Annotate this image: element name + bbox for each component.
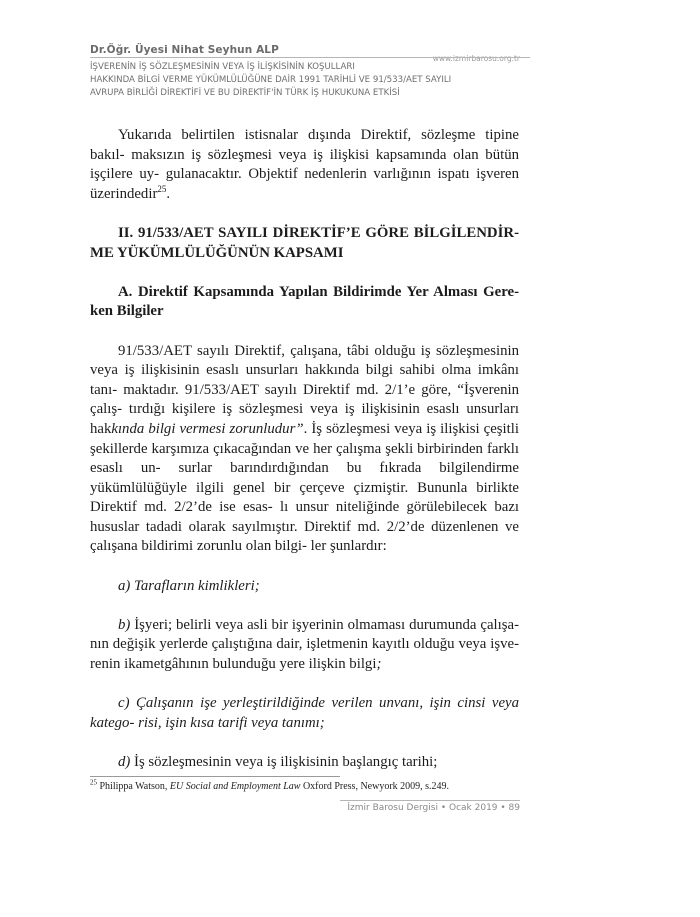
header-divider	[90, 57, 530, 58]
text-line: İşyeri; belirli veya asli bir işyerinin olmaması durumunda çalışa-	[130, 616, 519, 633]
text-line: Direktif md. 2/2’de düzenlenen ve çalışana bildirimi zorunlu olan bilgi-	[90, 518, 519, 555]
italic-text: c) Çalışanın işe yerleştirildiğinde verilen unvanı, işin cinsi veya katego-	[90, 695, 519, 731]
footnote-title: EU Social and Employment Law	[169, 781, 301, 792]
footnote-divider	[90, 776, 340, 777]
text-line: gulanacaktır. Objektif nedenlerin varlığının ispatı işveren üzerindedir	[90, 166, 519, 202]
text-line: İş sözleşmesinin veya iş ilişkisinin başlangıç tarihi;	[130, 754, 438, 770]
subsection-heading-a	[90, 283, 519, 322]
running-header-title	[90, 61, 530, 100]
text-line: veya iş ilişkisinin esaslı unsurları hakkında bilgi sahibi olma imkânı tanı-	[90, 362, 519, 398]
footnote-number: 25	[90, 778, 97, 787]
footnote-publisher: Oxford Press, Newyork 2009, s.249.	[300, 781, 450, 792]
text-line: maksızın iş sözleşmesi veya iş ilişkisi kapsamında olan bütün işçilere uy-	[90, 146, 520, 183]
text-line: 91/533/AET sayılı Direktif, çalışana, tâbi olduğu iş sözleşmesinin	[118, 342, 519, 359]
text-line: tırdığı kişilere iş sözleşmesi veya iş ilişkisinin esaslı unsurları hak	[90, 401, 519, 437]
body-text	[90, 126, 519, 773]
heading-line: ken Bilgiler	[90, 303, 164, 320]
list-item-d	[90, 753, 519, 773]
item-label: b)	[118, 616, 131, 633]
section-heading-ii	[90, 224, 519, 263]
paragraph-directive	[90, 342, 519, 558]
text-line: surlar barındırdığından bu fıkrada bilgilendirme yükümlülüğüyle ilgili	[90, 460, 519, 496]
list-item-a	[90, 577, 519, 597]
footer-divider	[340, 800, 520, 801]
item-label: d)	[118, 754, 131, 770]
text-line: karşımıza çıkacağından ve her çalışma şekli birbirinden farklı esaslı un-	[90, 440, 519, 477]
italic-text: risi, işin kısa tarifi veya tanımı;	[138, 714, 325, 731]
text-line: genel bir çerçeve çizmiştir. Bununla birlikte Direktif md. 2/2’de ise esas-	[90, 479, 519, 516]
running-header-author: Dr.Öğr. Üyesi Nihat Seyhun ALP	[90, 44, 279, 56]
italic-quote: bilgi vermesi zorunludur”	[148, 420, 304, 437]
heading-line: ME YÜKÜMLÜLÜĞÜNÜN KAPSAMI	[90, 244, 344, 261]
text-punct: ;	[376, 656, 382, 673]
heading-line: A. Direktif Kapsamında Yapılan Bildirimde Yer Alması Gere-	[118, 283, 519, 300]
text-line: lı unsur niteliğinde görülebilecek bazı hususlar tadadi olarak sayılmıştır.	[90, 499, 520, 535]
header-title-line: İŞVERENİN İŞ SÖZLEŞMESİNİN VEYA İŞ İLİŞKİSİNİN KOŞULLARI	[90, 62, 355, 72]
text-line: ler şunlardır:	[310, 538, 387, 555]
list-item-c	[90, 694, 519, 733]
heading-line: II. 91/533/AET SAYILI DİREKTİF’E GÖRE BİLGİLENDİR-	[118, 224, 519, 241]
list-item-b	[90, 616, 519, 675]
text-line: . İş sözleşmesi veya iş ilişkisi çeşitli şekillerde	[90, 420, 519, 457]
footnote-25	[90, 778, 520, 792]
italic-text: a) Tarafların kimlikleri;	[118, 577, 260, 594]
running-footer: İzmir Barosu Dergisi • Ocak 2019 • 89	[347, 803, 520, 813]
text-punct: .	[166, 185, 171, 202]
text-line: nın değişik yerlerde çalıştığına dair, işletmenin kayıtlı olduğu veya işve-	[90, 636, 519, 653]
paragraph-scope	[90, 126, 519, 204]
header-title-line: AVRUPA BİRLİĞİ DİREKTİFİ VE BU DİREKTİF'İN TÜRK İŞ HUKUKUNA ETKİSİ	[90, 88, 400, 98]
running-header-url: www.izmirbarosu.org.tr	[432, 54, 520, 63]
text-line: maktadır. 91/533/AET sayılı Direktif md. 2/1’e göre, “İşverenin çalış-	[90, 381, 519, 418]
text-line: renin ikametgâhının bulunduğu yere ilişkin bilgi	[90, 656, 377, 673]
header-title-line: HAKKINDA BİLGİ VERME YÜKÜMLÜLÜĞÜNE DAİR 1991 TARİHLİ VE 91/533/AET SAYILI	[90, 75, 452, 85]
italic-text: kında	[111, 420, 145, 437]
footnote-author: Philippa Watson,	[97, 781, 170, 792]
footnote-reference[interactable]: 25	[157, 183, 167, 194]
text-line: Yukarıda belirtilen istisnalar dışında Direktif, sözleşme tipine bakıl-	[90, 127, 519, 163]
